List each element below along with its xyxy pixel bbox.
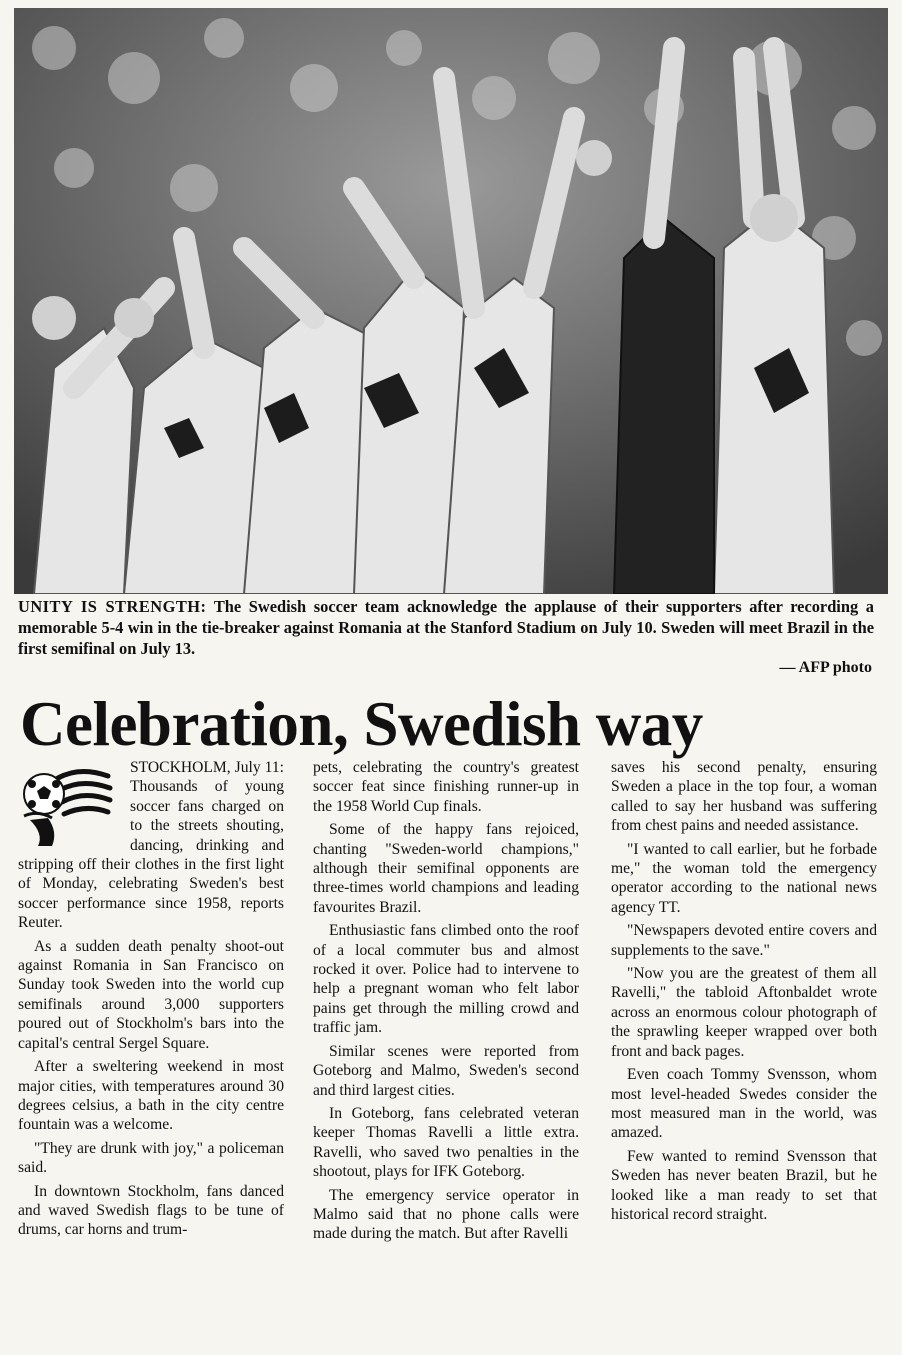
- article-column-2: [313, 758, 579, 1248]
- article-column-1: [18, 758, 284, 1244]
- paragraph: In Goteborg, fans celebrated veteran keeper Thomas Ravelli a little extra. Ravelli, who saved two penalties in the shootout, plays for IFK Goteborg.: [313, 1104, 579, 1181]
- caption-lead: UNITY IS STRENGTH:: [18, 597, 207, 616]
- paragraph: As a sudden death penalty shoot-out against Romania in San Francisco on Sunday took Sweden into the world cup semifinals around 3,000 supporters poured out of Stockholm's bars into the capital's central Sergel Square.: [18, 937, 284, 1052]
- world-cup-logo-icon: [18, 760, 116, 848]
- paragraph: "I wanted to call earlier, but he forbade me," the woman told the emergency operator according to the national news agency TT.: [611, 840, 877, 916]
- paragraph: Some of the happy fans rejoiced, chanting "Sweden-world champions," although their semifinal opponents are three-times world champions and leading favourites Brazil.: [313, 821, 579, 916]
- paragraph: In downtown Stockholm, fans danced and waved Swedish flags to be tune of drums, car horns and trum-: [18, 1182, 284, 1239]
- paragraph: STOCKHOLM, July 11: Thousands of young soccer fans charged on to the streets shouting, dancing, drinking and stripping off their clothes in the first light of Monday, celebrating Sweden's best soccer performance since 1958, reports Reuter.: [18, 759, 284, 932]
- photo-credit: — AFP photo: [774, 659, 872, 677]
- paragraph: Few wanted to remind Svensson that Sweden has never beaten Brazil, but he looked like a man ready to set that historical record straight.: [611, 1147, 877, 1223]
- team-celebration-photo: [14, 8, 888, 594]
- photo-illustration: [14, 8, 888, 594]
- paragraph: Even coach Tommy Svensson, whom most level-headed Swedes consider the most measured man in the world, was amazed.: [611, 1066, 877, 1142]
- photo-caption: [18, 596, 874, 659]
- headline: Celebration, Swedish way: [20, 689, 703, 759]
- article-column-3: [611, 758, 877, 1228]
- paragraph: After a sweltering weekend in most major cities, with temperatures around 30 degrees celsius, a bath in the city centre fountain was a welcome.: [18, 1058, 284, 1134]
- caption-text: The Swedish soccer team acknowledge the applause of their supporters after recording a memorable 5-4 win in the tie-breaker against Romania at the Stanford Stadium on July 10. Sweden will meet Brazil in the first semifinal on July 13.: [18, 597, 874, 658]
- paragraph: Enthusiastic fans climbed onto the roof of a local commuter bus and almost rocked it over. Police had to intervene to help a pregnant woman who felt labor pains get through the milling crowd and traffic jam.: [313, 922, 579, 1037]
- paragraph: "They are drunk with joy," a policeman said.: [18, 1139, 284, 1177]
- paragraph: Similar scenes were reported from Goteborg and Malmo, Sweden's second and third largest cities.: [313, 1042, 579, 1099]
- paragraph: "Newspapers devoted entire covers and supplements to the save.": [611, 922, 877, 959]
- paragraph: saves his second penalty, ensuring Sweden a place in the top four, a woman called to say her husband was suffering from chest pains and needed assistance.: [611, 759, 877, 835]
- paragraph: "Now you are the greatest of them all Ravelli," the tabloid Aftonbaldet wrote across an enormous colour photograph of the sprawling keeper wrapped over both front and back pages.: [611, 965, 877, 1060]
- paragraph: pets, celebrating the country's greatest soccer feat since finishing runner-up in the 1958 World Cup finals.: [313, 759, 579, 815]
- paragraph: The emergency service operator in Malmo said that no phone calls were made during the match. But after Ravelli: [313, 1186, 579, 1243]
